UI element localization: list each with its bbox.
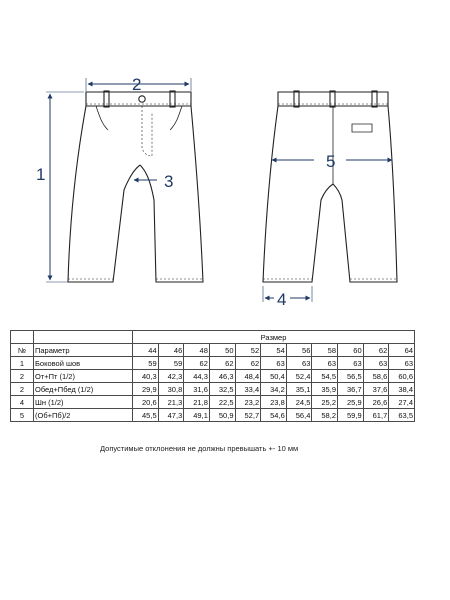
pants-back-view xyxy=(263,91,397,282)
row-number: 5 xyxy=(11,409,34,422)
table-body xyxy=(11,357,415,422)
measure-5 xyxy=(272,152,392,171)
row-number: 4 xyxy=(11,396,34,409)
table-cell: 50,9 xyxy=(209,409,235,422)
table-cell: 22,5 xyxy=(209,396,235,409)
size-cell: 60 xyxy=(338,344,364,357)
table-row xyxy=(11,396,415,409)
table-row xyxy=(11,370,415,383)
table-cell: 21,8 xyxy=(184,396,210,409)
table-cell: 62 xyxy=(235,357,261,370)
table-cell: 45,5 xyxy=(133,409,159,422)
front-pocket-right xyxy=(170,106,182,130)
table-cell: 31,6 xyxy=(184,383,210,396)
table-cell: 35,1 xyxy=(286,383,312,396)
size-cell: 58 xyxy=(312,344,338,357)
table-cell: 58,6 xyxy=(363,370,389,383)
size-cell: 44 xyxy=(133,344,159,357)
table-cell: 46,3 xyxy=(209,370,235,383)
table-cell: 61,7 xyxy=(363,409,389,422)
table-cell: 25,2 xyxy=(312,396,338,409)
measure-3 xyxy=(134,172,173,191)
table-cell: 59 xyxy=(158,357,184,370)
header-param: Параметр xyxy=(34,344,133,357)
size-cell: 62 xyxy=(363,344,389,357)
table-cell: 54,6 xyxy=(261,409,287,422)
table-cell: 26,6 xyxy=(363,396,389,409)
table-cell: 38,4 xyxy=(389,383,415,396)
button-icon xyxy=(139,96,145,102)
row-parameter: Боковой шов xyxy=(34,357,133,370)
size-table xyxy=(10,330,415,422)
row-parameter: От+Пт (1/2) xyxy=(34,370,133,383)
table-cell: 52,7 xyxy=(235,409,261,422)
back-left-leg-outline xyxy=(263,106,336,282)
size-cell: 52 xyxy=(235,344,261,357)
front-right-leg-outline xyxy=(140,106,203,282)
table-cell: 44,3 xyxy=(184,370,210,383)
table-cell: 63 xyxy=(338,357,364,370)
back-belt-loop-1 xyxy=(294,91,299,107)
table-cell: 21,3 xyxy=(158,396,184,409)
header-size: Размер xyxy=(133,331,415,344)
size-cell: 48 xyxy=(184,344,210,357)
row-parameter: Обед+Пбед (1/2) xyxy=(34,383,133,396)
table-cell: 58,2 xyxy=(312,409,338,422)
table-cell: 63 xyxy=(312,357,338,370)
belt-loop-right xyxy=(170,91,175,107)
table-cell: 42,3 xyxy=(158,370,184,383)
table-cell: 40,3 xyxy=(133,370,159,383)
size-cell: 56 xyxy=(286,344,312,357)
table-cell: 20,6 xyxy=(133,396,159,409)
measure-label-1: 1 xyxy=(36,165,46,184)
measure-label-4: 4 xyxy=(277,290,287,309)
table-cell: 23,2 xyxy=(235,396,261,409)
measure-label-2: 2 xyxy=(132,75,142,94)
table-row xyxy=(11,409,415,422)
table-cell: 62 xyxy=(209,357,235,370)
table-cell: 33,4 xyxy=(235,383,261,396)
fly-stitch xyxy=(142,106,152,156)
table-cell: 37,6 xyxy=(363,383,389,396)
back-pocket-flap xyxy=(352,124,372,132)
table-header-row-1 xyxy=(11,331,415,344)
table-cell: 49,1 xyxy=(184,409,210,422)
front-pocket-left xyxy=(96,106,108,130)
table-cell: 25,9 xyxy=(338,396,364,409)
back-belt-loop-2 xyxy=(330,91,335,107)
table-cell: 48,4 xyxy=(235,370,261,383)
table-cell: 52,4 xyxy=(286,370,312,383)
row-number: 1 xyxy=(11,357,34,370)
table-cell: 59,9 xyxy=(338,409,364,422)
table-cell: 56,5 xyxy=(338,370,364,383)
table-cell: 34,2 xyxy=(261,383,287,396)
back-belt-loop-3 xyxy=(372,91,377,107)
table-cell: 29,9 xyxy=(133,383,159,396)
size-cell: 54 xyxy=(261,344,287,357)
row-number: 2 xyxy=(11,383,34,396)
pants-front-view xyxy=(68,91,203,282)
table-cell: 59 xyxy=(133,357,159,370)
table-cell: 62 xyxy=(184,357,210,370)
table-cell: 30,8 xyxy=(158,383,184,396)
measure-1 xyxy=(36,92,84,282)
table-cell: 24,5 xyxy=(286,396,312,409)
table-cell: 63 xyxy=(261,357,287,370)
table-cell: 36,7 xyxy=(338,383,364,396)
table-cell: 50,4 xyxy=(261,370,287,383)
table-cell: 63 xyxy=(286,357,312,370)
header-no-empty xyxy=(11,331,34,344)
tolerance-note: Допустимые отклонения не должны превышать +- 10 мм xyxy=(100,444,299,453)
measure-label-3: 3 xyxy=(164,172,174,191)
size-cell: 50 xyxy=(209,344,235,357)
measure-4 xyxy=(263,286,312,309)
table-cell: 35,9 xyxy=(312,383,338,396)
table-cell: 63 xyxy=(389,357,415,370)
belt-loop-left xyxy=(104,91,109,107)
header-no: № xyxy=(11,344,34,357)
table-cell: 27,4 xyxy=(389,396,415,409)
table-cell: 56,4 xyxy=(286,409,312,422)
measure-label-5: 5 xyxy=(326,152,336,171)
row-number: 2 xyxy=(11,370,34,383)
header-param-empty xyxy=(34,331,133,344)
table-cell: 54,5 xyxy=(312,370,338,383)
front-left-leg-outline xyxy=(68,106,140,282)
table-cell: 47,3 xyxy=(158,409,184,422)
table-row xyxy=(11,357,415,370)
table-cell: 23,8 xyxy=(261,396,287,409)
table-cell: 60,6 xyxy=(389,370,415,383)
size-cell: 46 xyxy=(158,344,184,357)
table-cell: 63 xyxy=(363,357,389,370)
table-cell: 63,5 xyxy=(389,409,415,422)
table-header-row-2 xyxy=(11,344,415,357)
row-parameter: (Об+Пб)/2 xyxy=(34,409,133,422)
table-row xyxy=(11,383,415,396)
size-cell: 64 xyxy=(389,344,415,357)
table-cell: 32,5 xyxy=(209,383,235,396)
row-parameter: Шн (1/2) xyxy=(34,396,133,409)
